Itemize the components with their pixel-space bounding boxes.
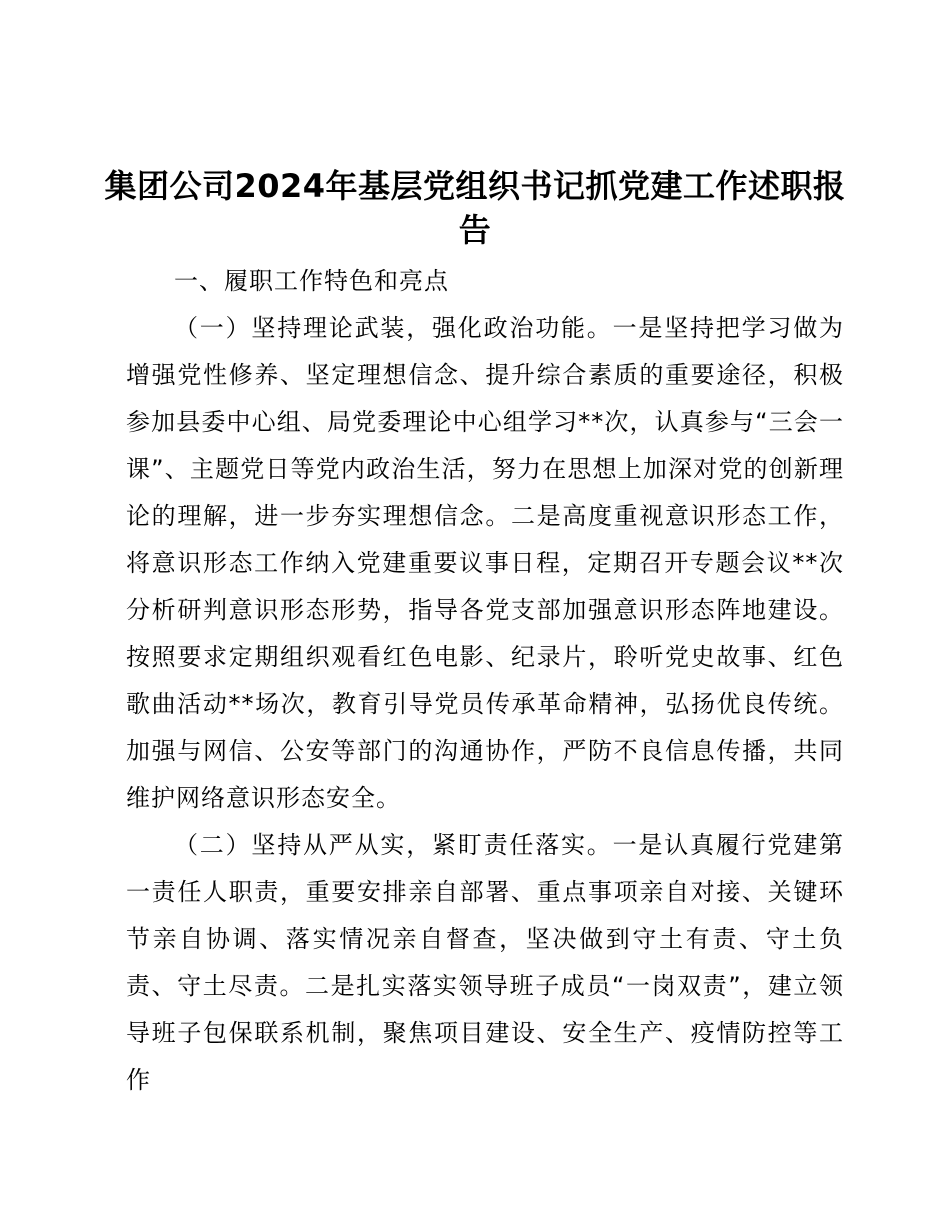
section-heading: 一、履职工作特色和亮点 <box>174 267 449 295</box>
paragraph-2: （二）坚持从严从实，紧盯责任落实。一是认真履行党建第一责任人职责，重要安排亲自部署、重点事项亲自对接、关键环节亲自协调、落实情况亲自督查，坚决做到守土有责、守土负责、守土尽责。二是扎实落实领导班子成员“一岗双责”，建立领导班子包保联系机制，聚焦项目建设、安全生产、疫情防控等工作 <box>126 831 844 1094</box>
document-title: 集团公司2024年基层党组织书记抓党建工作述职报告 <box>104 167 846 249</box>
paragraph-1: （一）坚持理论武装，强化政治功能。一是坚持把学习做为增强党性修养、坚定理想信念、提升综合素质的重要途径，积极参加县委中心组、局党委理论中心组学习**次，认真参与“三会一课”、主题党日等党内政治生活，努力在思想上加深对党的创新理论的理解，进一步夯实理想信念。二是高度重视意识形态工作，将意识形态工作纳入党建重要议事日程，定期召开专题会议**次分析研判意识形态形势，指导各党支部加强意识形态阵地建设。按照要求定期组织观看红色电影、纪录片，聆听党史故事、红色歌曲活动**场次，教育引导党员传承革命精神，弘扬优良传统。加强与网信、公安等部门的沟通协作，严防不良信息传播，共同维护网络意识形态安全。 <box>126 314 844 812</box>
document-body <box>126 258 844 1104</box>
